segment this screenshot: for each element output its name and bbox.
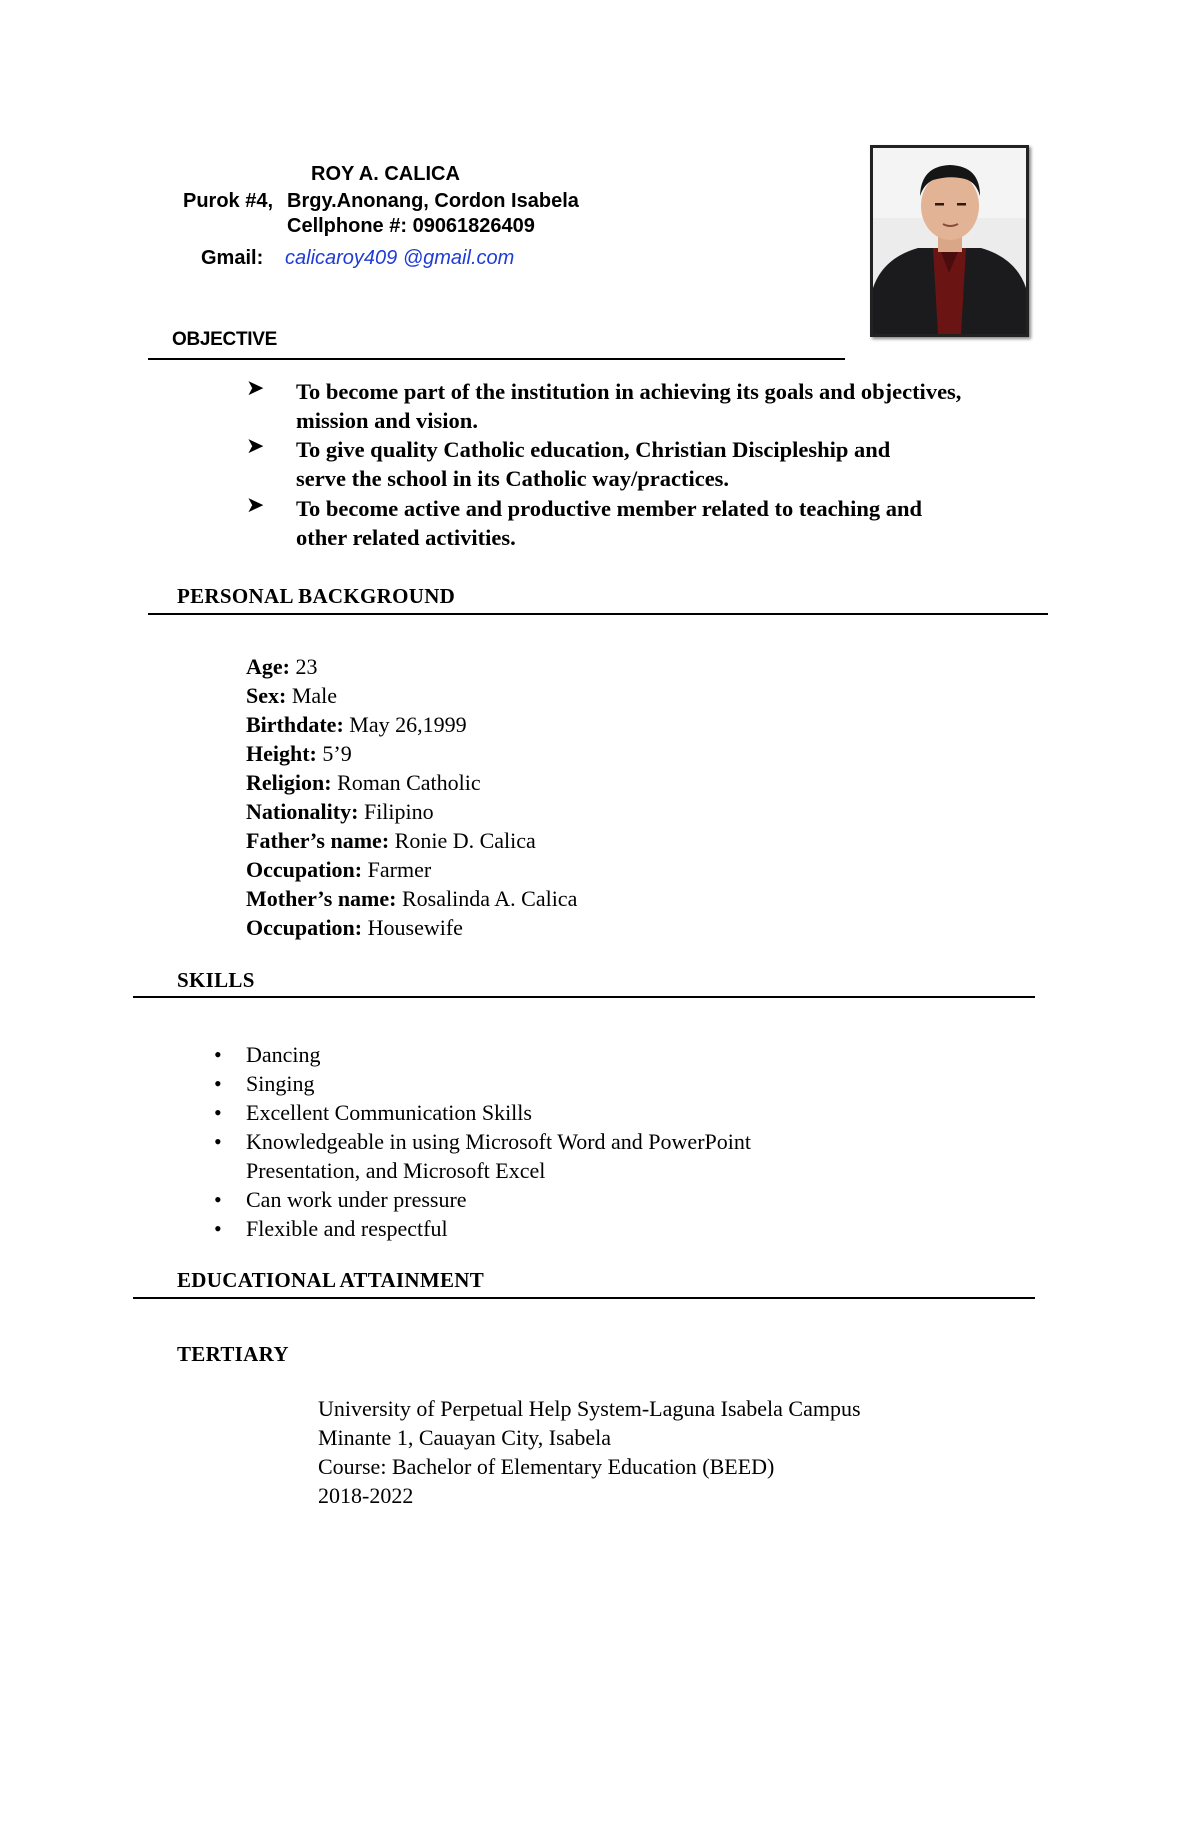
- skills-divider: [133, 996, 1035, 998]
- education-years: 2018-2022: [318, 1483, 414, 1508]
- bullet-icon: •: [214, 1187, 222, 1212]
- education-title: EDUCATIONAL ATTAINMENT: [177, 1268, 485, 1292]
- skill-item: • Excellent Communication Skills: [214, 1100, 532, 1125]
- personal-field-father-name: Father’s name: Ronie D. Calica: [246, 828, 536, 853]
- bullet-icon: •: [214, 1042, 222, 1067]
- personal-field-nationality: Nationality: Filipino: [246, 799, 434, 824]
- skill-item: • Knowledgeable in using Microsoft Word and PowerPoint: [214, 1129, 751, 1154]
- personal-divider: [148, 613, 1048, 615]
- gmail-label: Gmail:: [201, 247, 264, 269]
- address-prefix: Purok #4,: [183, 190, 274, 212]
- bullet-icon: •: [214, 1129, 222, 1154]
- profile-photo: [870, 145, 1029, 337]
- personal-field-mother-name: Mother’s name: Rosalinda A. Calica: [246, 886, 578, 911]
- objective-item-line: To become active and productive member related to teaching and: [296, 496, 922, 521]
- personal-field-birthdate: Birthdate: May 26,1999: [246, 712, 467, 737]
- skills-title: SKILLS: [177, 968, 255, 992]
- personal-background-title: PERSONAL BACKGROUND: [177, 584, 456, 608]
- cellphone-text: Cellphone #: 09061826409: [287, 215, 535, 237]
- personal-field-age: Age: 23: [246, 654, 318, 679]
- personal-field-religion: Religion: Roman Catholic: [246, 770, 481, 795]
- bullet-icon: •: [214, 1216, 222, 1241]
- address-text: Brgy.Anonang, Cordon Isabela: [287, 190, 579, 212]
- bullet-icon: •: [214, 1071, 222, 1096]
- education-level: TERTIARY: [177, 1342, 289, 1366]
- education-school: University of Perpetual Help System-Laguna Isabela Campus: [318, 1396, 861, 1421]
- personal-fields: [246, 652, 577, 942]
- objective-item: [296, 377, 1056, 435]
- skill-item: • Singing: [214, 1071, 315, 1096]
- personal-field-mother-occupation: Occupation: Housewife: [246, 915, 463, 940]
- objective-item: [296, 435, 1056, 493]
- objective-title: OBJECTIVE: [172, 329, 277, 350]
- education-location: Minante 1, Cauayan City, Isabela: [318, 1425, 612, 1450]
- personal-field-sex: Sex: Male: [246, 683, 338, 708]
- objective-item-line: serve the school in its Catholic way/practices.: [296, 466, 730, 491]
- education-divider: [133, 1297, 1035, 1299]
- applicant-name: ROY A. CALICA: [311, 163, 460, 185]
- arrow-bullet-icon: ➤: [246, 493, 265, 518]
- personal-field-father-occupation: Occupation: Farmer: [246, 857, 432, 882]
- gmail-link[interactable]: calicaroy409 @gmail.com: [285, 247, 515, 269]
- objective-divider: [148, 358, 845, 360]
- education-course: Course: Bachelor of Elementary Education (BEED): [318, 1454, 775, 1479]
- skill-item: • Dancing: [214, 1042, 321, 1067]
- arrow-bullet-icon: ➤: [246, 434, 265, 459]
- objective-item-line: To become part of the institution in achieving its goals and objectives,: [296, 379, 962, 404]
- arrow-bullet-icon: ➤: [246, 376, 265, 401]
- skill-item: • Can work under pressure: [214, 1187, 467, 1212]
- profile-photo-image: [873, 148, 1026, 334]
- personal-field-height: Height: 5’9: [246, 741, 352, 766]
- bullet-icon: •: [214, 1100, 222, 1125]
- skill-item: • Flexible and respectful: [214, 1216, 448, 1241]
- objective-item-line: other related activities.: [296, 525, 516, 550]
- objective-item: [296, 494, 1056, 552]
- skill-item-continuation: Presentation, and Microsoft Excel: [246, 1158, 546, 1183]
- objective-item-line: To give quality Catholic education, Christian Discipleship and: [296, 437, 891, 462]
- objective-item-line: mission and vision.: [296, 408, 478, 433]
